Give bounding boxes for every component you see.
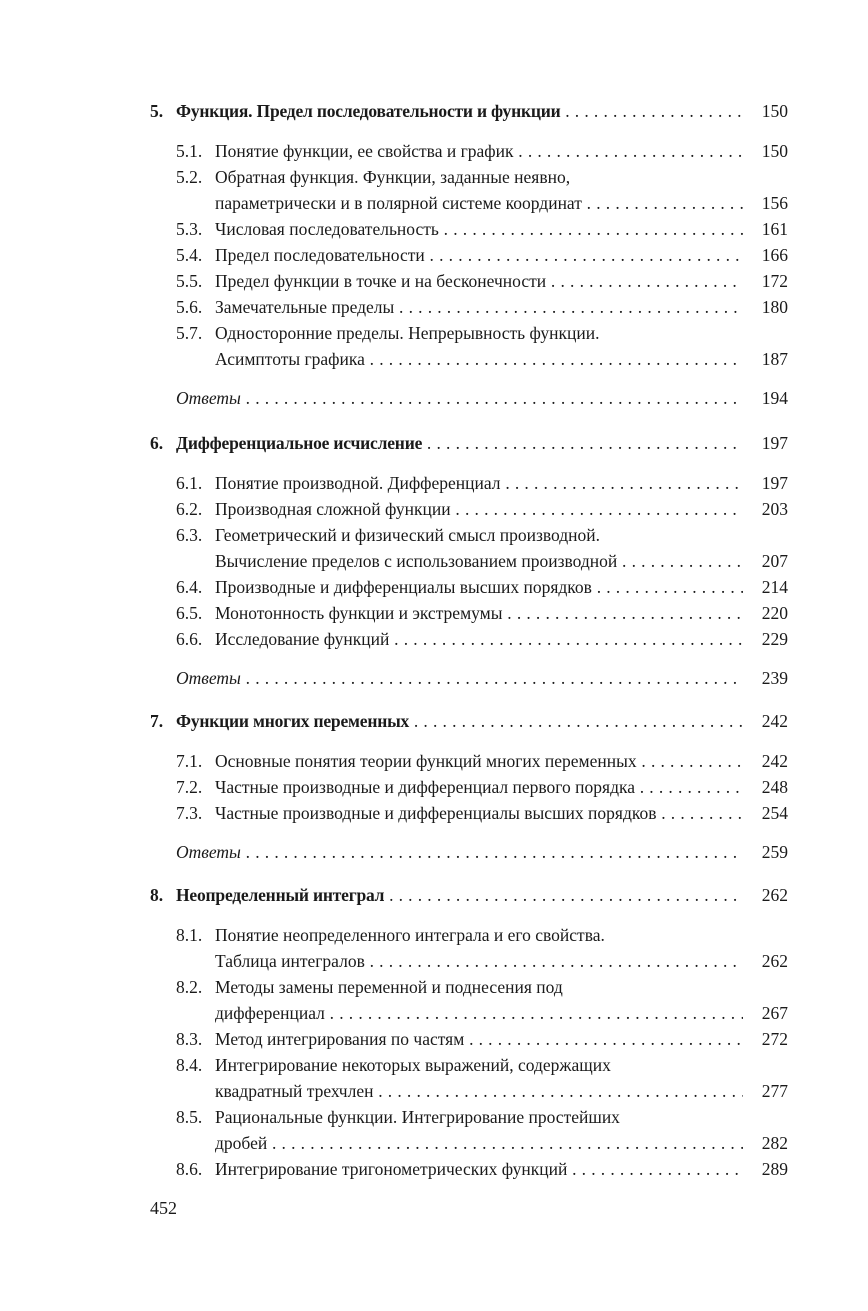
toc-section-entry <box>0 1053 868 1077</box>
toc-section-entry <box>0 749 868 773</box>
entry-title: Ответы . . . <box>176 386 743 410</box>
entry-number: 8.6. <box>176 1159 203 1179</box>
entry-page: 277 <box>761 1081 788 1101</box>
entry-number: 6.4. <box>176 577 203 597</box>
toc-section-entry <box>0 191 868 215</box>
toc-answers-entry <box>0 840 868 864</box>
entry-title: Производная сложной функции . . . <box>215 497 743 521</box>
entry-page: 220 <box>761 603 788 623</box>
entry-title: Основные понятия теории функций многих переменных . . . <box>215 749 743 773</box>
entry-page: 180 <box>761 297 788 317</box>
entry-title: квадратный трехчлен . . . <box>215 1079 743 1103</box>
toc-section-entry <box>0 347 868 371</box>
entry-title: Производные и дифференциалы высших порядков . . . <box>215 575 743 599</box>
toc-section-entry <box>0 269 868 293</box>
toc-section-entry <box>0 523 868 547</box>
entry-page: 262 <box>761 951 788 971</box>
entry-page: 239 <box>761 668 788 688</box>
entry-page: 248 <box>761 777 788 797</box>
entry-number: 8.5. <box>176 1107 203 1127</box>
entry-number: 6.5. <box>176 603 203 623</box>
toc-section-entry <box>0 139 868 163</box>
toc-section-entry <box>0 321 868 345</box>
entry-page: 150 <box>761 141 788 161</box>
entry-page: 207 <box>761 551 788 571</box>
toc-section-entry <box>0 295 868 319</box>
toc-section-entry <box>0 1027 868 1051</box>
toc-section-entry <box>0 949 868 973</box>
entry-title: Функции многих переменных . . . <box>176 709 743 733</box>
toc-answers-entry <box>0 386 868 410</box>
entry-page: 242 <box>761 751 788 771</box>
entry-number: 8.3. <box>176 1029 203 1049</box>
entry-title: Дифференциальное исчисление . . . <box>176 431 743 455</box>
entry-page: 242 <box>761 711 788 731</box>
entry-number: 5.2. <box>176 167 203 187</box>
entry-number: 5.5. <box>176 271 203 291</box>
page-number: 452 <box>150 1198 177 1218</box>
entry-title: Вычисление пределов с использованием производной . . . <box>215 549 743 573</box>
entry-page: 156 <box>761 193 788 213</box>
entry-title: Числовая последовательность . . . <box>215 217 743 241</box>
toc-section-entry <box>0 549 868 573</box>
entry-number: 5. <box>150 101 164 121</box>
entry-title: Ответы . . . <box>176 666 743 690</box>
entry-page: 282 <box>761 1133 788 1153</box>
toc-section-entry <box>0 165 868 189</box>
entry-number: 6.6. <box>176 629 203 649</box>
entry-number: 5.3. <box>176 219 203 239</box>
entry-number: 7. <box>150 711 164 731</box>
entry-page: 214 <box>761 577 788 597</box>
entry-page: 272 <box>761 1029 788 1049</box>
entry-page: 197 <box>761 473 788 493</box>
entry-number: 5.6. <box>176 297 203 317</box>
entry-title: Интегрирование тригонометрических функций . . . <box>215 1157 743 1181</box>
entry-page: 259 <box>761 842 788 862</box>
toc-section-entry <box>0 975 868 999</box>
entry-title: Понятие функции, ее свойства и график . . . <box>215 139 743 163</box>
entry-title: Асимптоты графика . . . <box>215 347 743 371</box>
entry-page: 262 <box>761 885 788 905</box>
entry-title: Рациональные функции. Интегрирование простейших <box>215 1107 620 1127</box>
entry-page: 203 <box>761 499 788 519</box>
entry-page: 187 <box>761 349 788 369</box>
entry-number: 5.7. <box>176 323 203 343</box>
entry-number: 8.2. <box>176 977 203 997</box>
entry-page: 166 <box>761 245 788 265</box>
toc-section-entry <box>0 1001 868 1025</box>
entry-page: 197 <box>761 433 788 453</box>
entry-title: Неопределенный интеграл . . . <box>176 883 743 907</box>
toc-answers-entry <box>0 666 868 690</box>
toc-section-entry <box>0 575 868 599</box>
toc-chapter-entry <box>0 431 868 455</box>
entry-number: 5.4. <box>176 245 203 265</box>
entry-page: 150 <box>761 101 788 121</box>
entry-page: 172 <box>761 271 788 291</box>
entry-title: Частные производные и дифференциалы высших порядков . . . <box>215 801 743 825</box>
entry-title: Обратная функция. Функции, заданные неявно, <box>215 167 571 187</box>
entry-title: Исследование функций . . . <box>215 627 743 651</box>
entry-page: 289 <box>761 1159 788 1179</box>
entry-number: 6.1. <box>176 473 203 493</box>
entry-number: 8. <box>150 885 164 905</box>
toc-section-entry <box>0 1157 868 1181</box>
entry-title: Геометрический и физический смысл производной. <box>215 525 601 545</box>
toc-chapter-entry <box>0 883 868 907</box>
entry-page: 254 <box>761 803 788 823</box>
toc-section-entry <box>0 1105 868 1129</box>
toc-section-entry <box>0 243 868 267</box>
entry-number: 8.1. <box>176 925 203 945</box>
entry-title: Таблица интегралов . . . <box>215 949 743 973</box>
entry-title: Функция. Предел последовательности и функции . . . <box>176 99 743 123</box>
toc-section-entry <box>0 497 868 521</box>
entry-number: 5.1. <box>176 141 203 161</box>
entry-title: дифференциал . . . <box>215 1001 743 1025</box>
entry-page: 267 <box>761 1003 788 1023</box>
entry-number: 6.3. <box>176 525 203 545</box>
toc-section-entry <box>0 1079 868 1103</box>
toc-section-entry <box>0 601 868 625</box>
toc-section-entry <box>0 775 868 799</box>
toc-section-entry <box>0 1131 868 1155</box>
entry-title: Замечательные пределы . . . <box>215 295 743 319</box>
entry-number: 7.2. <box>176 777 203 797</box>
entry-title: параметрически и в полярной системе координат . . . <box>215 191 743 215</box>
entry-title: Методы замены переменной и поднесения под <box>215 977 563 997</box>
entry-title: Односторонние пределы. Непрерывность функции. <box>215 323 600 343</box>
entry-title: Понятие неопределенного интеграла и его свойства. <box>215 925 605 945</box>
entry-page: 161 <box>761 219 788 239</box>
toc-section-entry <box>0 471 868 495</box>
toc-section-entry <box>0 801 868 825</box>
entry-title: Интегрирование некоторых выражений, содержащих <box>215 1055 611 1075</box>
toc-section-entry <box>0 217 868 241</box>
entry-number: 6. <box>150 433 164 453</box>
entry-title: Монотонность функции и экстремумы . . . <box>215 601 743 625</box>
entry-page: 229 <box>761 629 788 649</box>
toc-section-entry <box>0 627 868 651</box>
entry-title: дробей . . . <box>215 1131 743 1155</box>
entry-title: Понятие производной. Дифференциал . . . <box>215 471 743 495</box>
toc-section-entry <box>0 923 868 947</box>
entry-title: Метод интегрирования по частям . . . <box>215 1027 743 1051</box>
entry-number: 8.4. <box>176 1055 203 1075</box>
entry-number: 6.2. <box>176 499 203 519</box>
entry-title: Предел функции в точке и на бесконечности . . . <box>215 269 743 293</box>
entry-title: Ответы . . . <box>176 840 743 864</box>
entry-title: Предел последовательности . . . <box>215 243 743 267</box>
entry-number: 7.1. <box>176 751 203 771</box>
toc-chapter-entry <box>0 709 868 733</box>
entry-number: 7.3. <box>176 803 203 823</box>
entry-title: Частные производные и дифференциал первого порядка . . . <box>215 775 743 799</box>
entry-page: 194 <box>761 388 788 408</box>
toc-chapter-entry <box>0 99 868 123</box>
